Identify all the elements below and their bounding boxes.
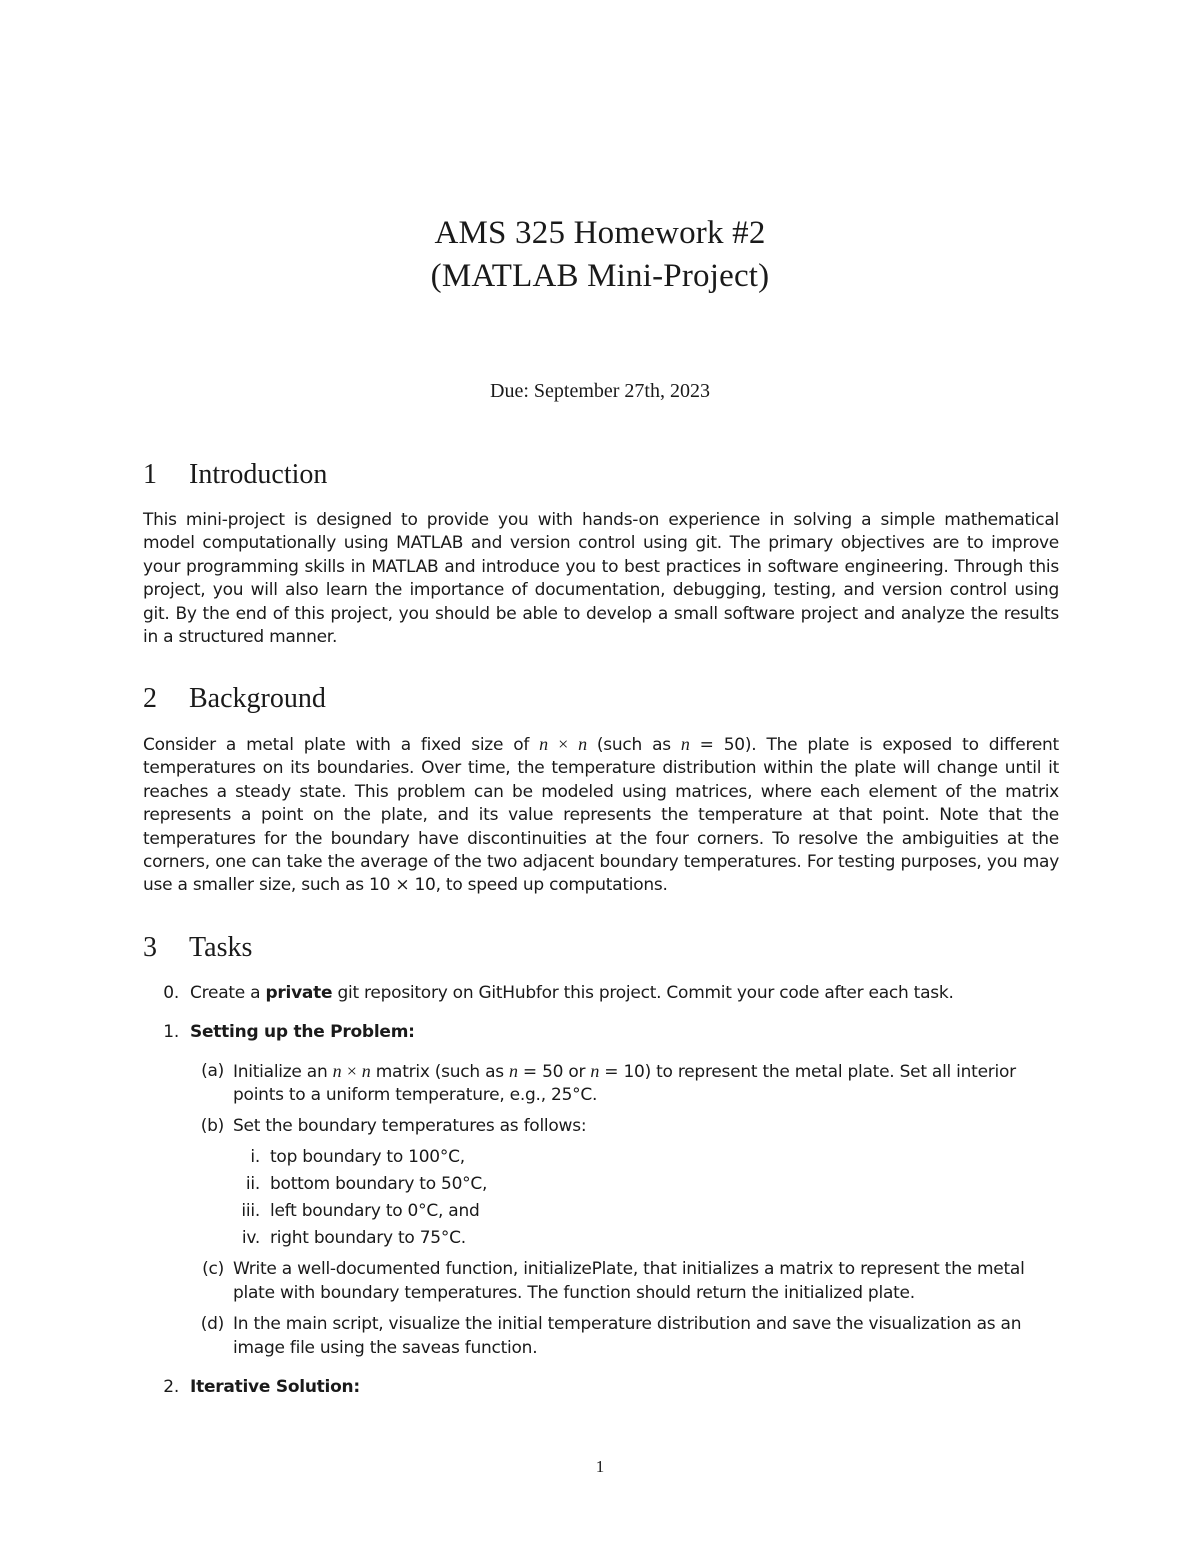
subtask-line: plate with boundary temperatures. The function should return the initialized plate. bbox=[233, 1283, 915, 1303]
task-label: 0. bbox=[163, 983, 179, 1003]
task-label: 1. bbox=[163, 1022, 179, 1042]
item-label: i. bbox=[250, 1147, 260, 1167]
background-text: (such as bbox=[586, 735, 681, 755]
subtask-label: (b) bbox=[200, 1116, 224, 1136]
math-expression: n bbox=[680, 734, 690, 754]
item-label: iii. bbox=[241, 1201, 260, 1221]
task-label: 2. bbox=[163, 1377, 179, 1397]
subtask-line: In the main script, visualize the initial temperature distribution and save the visualization as an bbox=[233, 1314, 1022, 1334]
item-label: ii. bbox=[245, 1174, 260, 1194]
item-text: right boundary to 75°C. bbox=[270, 1228, 466, 1248]
task-title: Iterative Solution: bbox=[190, 1377, 360, 1397]
task-title: Setting up the Problem: bbox=[190, 1022, 415, 1042]
item-label: iv. bbox=[241, 1228, 260, 1248]
subtask-label: (d) bbox=[200, 1314, 224, 1334]
text: matrix (such as bbox=[370, 1062, 510, 1082]
section-number: 2 bbox=[143, 683, 157, 714]
bold-text: private bbox=[265, 983, 333, 1003]
subtask-line: image file using the saveas function. bbox=[233, 1338, 538, 1358]
section-heading-tasks bbox=[143, 931, 252, 965]
text: Create a bbox=[190, 983, 266, 1003]
subtask-line: points to a uniform temperature, e.g., 25°C. bbox=[233, 1085, 598, 1105]
document-title bbox=[0, 212, 1200, 298]
due-date: Due: September 27th, 2023 bbox=[490, 380, 710, 402]
text: = 50 or bbox=[517, 1062, 591, 1082]
section-number: 1 bbox=[143, 459, 157, 490]
text: git repository on GitHubfor this project. Commit your code after each task. bbox=[332, 983, 954, 1003]
background-text: Consider a metal plate with a fixed size of bbox=[143, 735, 540, 755]
title-line-2: (MATLAB Mini-Project) bbox=[430, 258, 770, 294]
text: = 10) to represent the metal plate. Set all interior bbox=[599, 1062, 1016, 1082]
section-number: 3 bbox=[143, 932, 157, 963]
subtask-label: (a) bbox=[201, 1061, 224, 1081]
title-line-1: AMS 325 Homework #2 bbox=[434, 215, 766, 251]
background-paragraph bbox=[143, 733, 1059, 898]
math-expression: n × n bbox=[539, 734, 587, 754]
subtask-line bbox=[233, 1060, 1063, 1084]
section-title: Background bbox=[189, 683, 326, 714]
text: Initialize an bbox=[233, 1062, 333, 1082]
math-expression: n × n bbox=[332, 1061, 371, 1081]
section-title: Tasks bbox=[189, 932, 253, 963]
subtask-line: Write a well-documented function, initializePlate, that initializes a matrix to represent the metal bbox=[233, 1259, 1025, 1279]
section-heading-introduction bbox=[143, 458, 327, 492]
page-number: 1 bbox=[595, 1457, 605, 1476]
math-expression: n bbox=[590, 1061, 600, 1081]
introduction-paragraph: This mini-project is designed to provide you with hands-on experience in solving a simple mathematical model computationally using MATLAB and version control using git. The primary objectives are to improve your programming skills in MATLAB and introduce you to best practices in software engineering. Through this project, you will also learn the importance of documentation, debugging, testing, and version control using git. By the end of this project, you should be able to develop a small software project and analyze the results in a structured manner. bbox=[143, 510, 1059, 648]
subtask-line: Set the boundary temperatures as follows: bbox=[233, 1116, 587, 1136]
item-text: top boundary to 100°C, bbox=[270, 1147, 465, 1167]
section-title: Introduction bbox=[189, 459, 328, 490]
background-text: = 50). The plate is exposed to different temperatures on its boundaries. Over time, the temperature distribution within the plate will change until it reaches a steady state. This problem can be modeled using matrices, where each element of the matrix represents a point on the plate, and its value represents the temperature at that point. Note that the temperatures for the boundary have discontinuities at the four corners. To resolve the ambiguities at the corners, one can take the average of the two adjacent boundary temperatures. For testing purposes, you may use a smaller size, such as 10 × 10, to speed up computations. bbox=[143, 735, 1059, 896]
math-expression: n bbox=[509, 1061, 518, 1081]
task-text bbox=[190, 982, 1060, 1005]
section-heading-background bbox=[143, 682, 326, 716]
item-text: left boundary to 0°C, and bbox=[270, 1201, 480, 1221]
subtask-label: (c) bbox=[202, 1259, 224, 1279]
item-text: bottom boundary to 50°C, bbox=[270, 1174, 488, 1194]
